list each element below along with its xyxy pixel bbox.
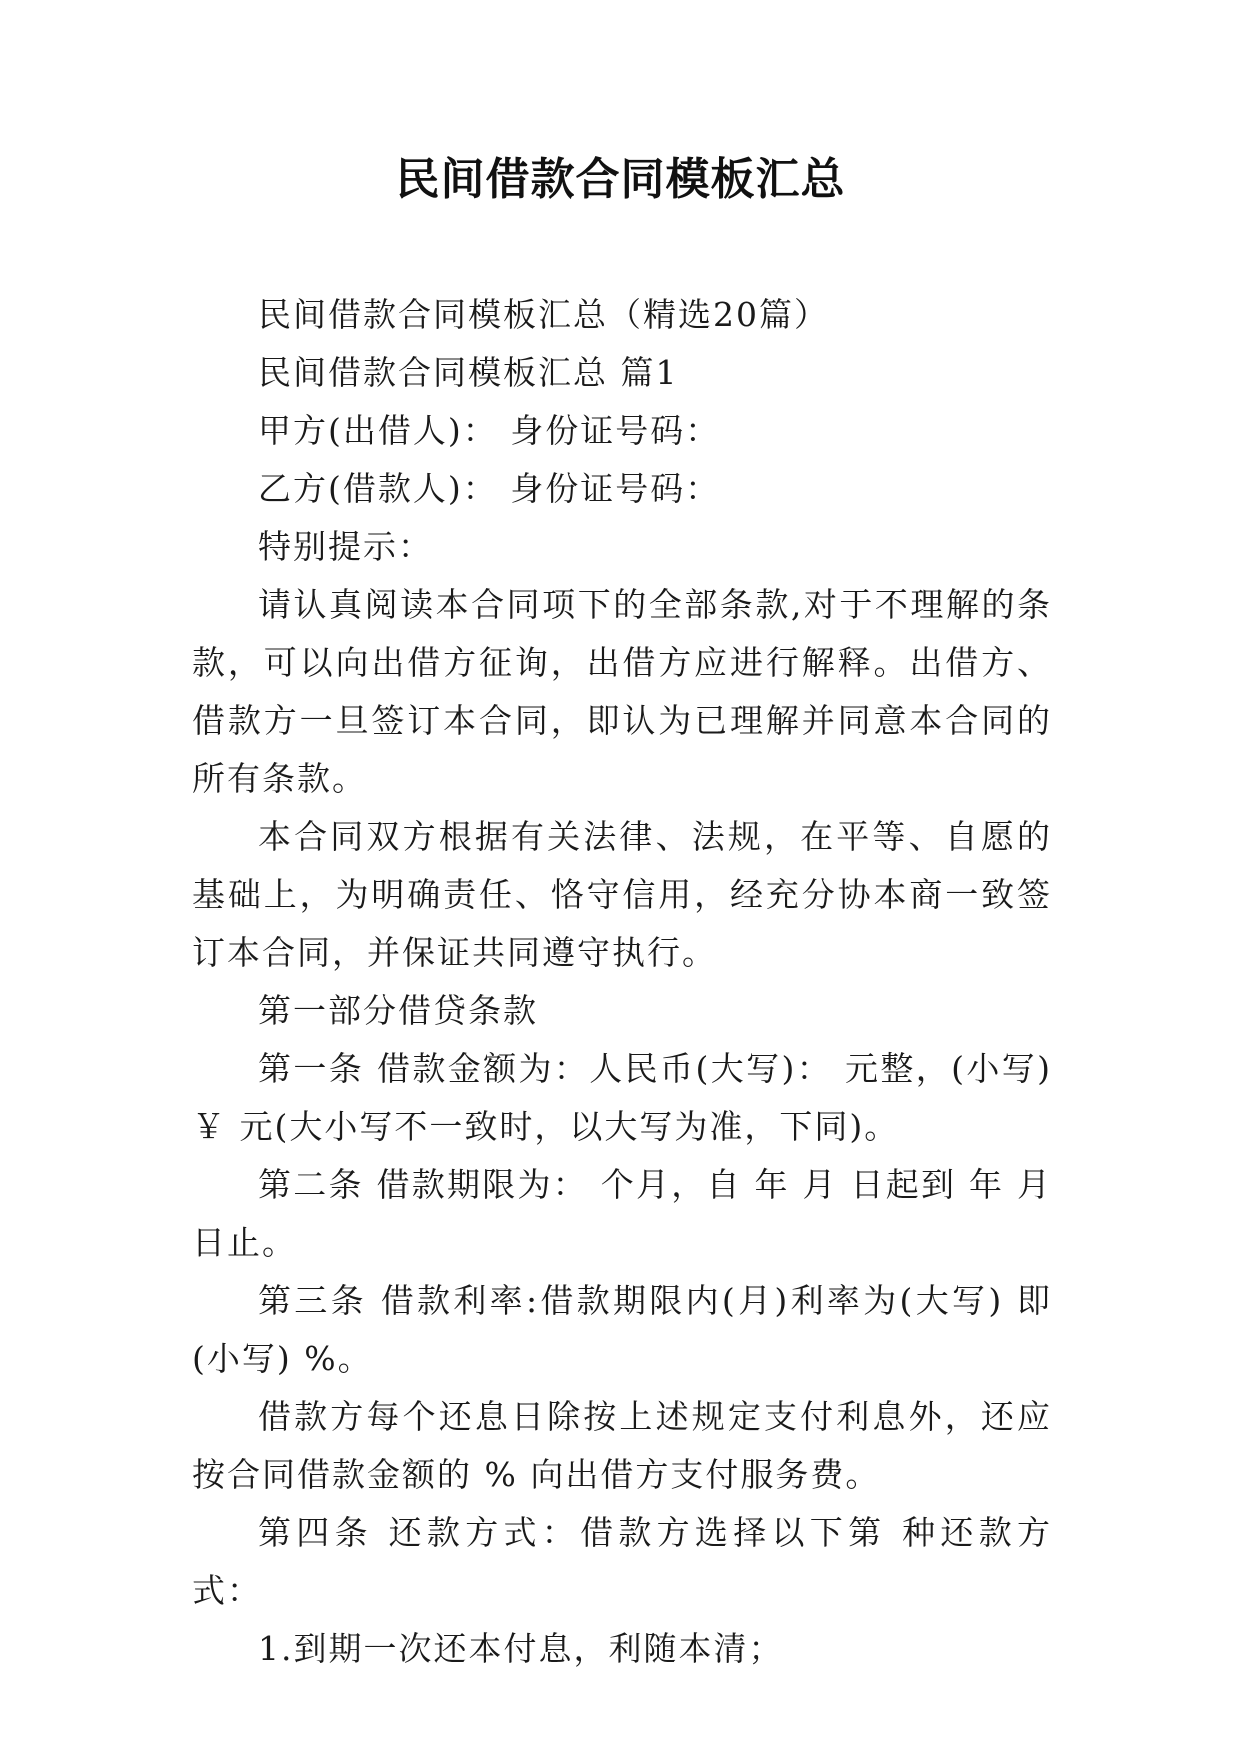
section-heading: 民间借款合同模板汇总 篇1 <box>258 353 679 392</box>
party-b-line: 乙方(借款人)： 身份证号码： <box>258 469 721 508</box>
service-fee-paragraph: 借款方每个还息日除按上述规定支付利息外，还应按合同借款金额的 % 向出借方支付服务费。 <box>192 1397 1052 1494</box>
part-one-heading: 第一部分借贷条款 <box>258 991 538 1030</box>
document-body <box>192 286 1052 1678</box>
party-a-line: 甲方(出借人)： 身份证号码： <box>258 411 721 450</box>
article-four: 第四条 还款方式：借款方选择以下第 种还款方式： <box>192 1513 1052 1610</box>
article-one: 第一条 借款金额为：人民币(大写)： 元整，(小写)￥ 元(大小写不一致时，以大写为准，下同)。 <box>192 1049 1052 1146</box>
article-three: 第三条 借款利率:借款期限内(月)利率为(大写) 即(小写) %。 <box>192 1281 1052 1378</box>
notice-paragraph: 请认真阅读本合同项下的全部条款,对于不理解的条款，可以向出借方征询，出借方应进行解释。出借方、借款方一旦签订本合同，即认为已理解并同意本合同的所有条款。 <box>192 585 1052 798</box>
repayment-option-one: 1.到期一次还本付息，利随本清； <box>258 1629 784 1668</box>
special-notice-heading: 特别提示： <box>258 527 433 566</box>
article-two: 第二条 借款期限为： 个月，自 年 月 日起到 年 月日止。 <box>192 1165 1052 1262</box>
subtitle-paragraph: 民间借款合同模板汇总（精选20篇） <box>258 295 829 334</box>
document-title: 民间借款合同模板汇总 <box>395 154 846 205</box>
preamble-paragraph: 本合同双方根据有关法律、法规，在平等、自愿的基础上，为明确责任、恪守信用，经充分协本商一致签订本合同，并保证共同遵守执行。 <box>192 817 1052 972</box>
